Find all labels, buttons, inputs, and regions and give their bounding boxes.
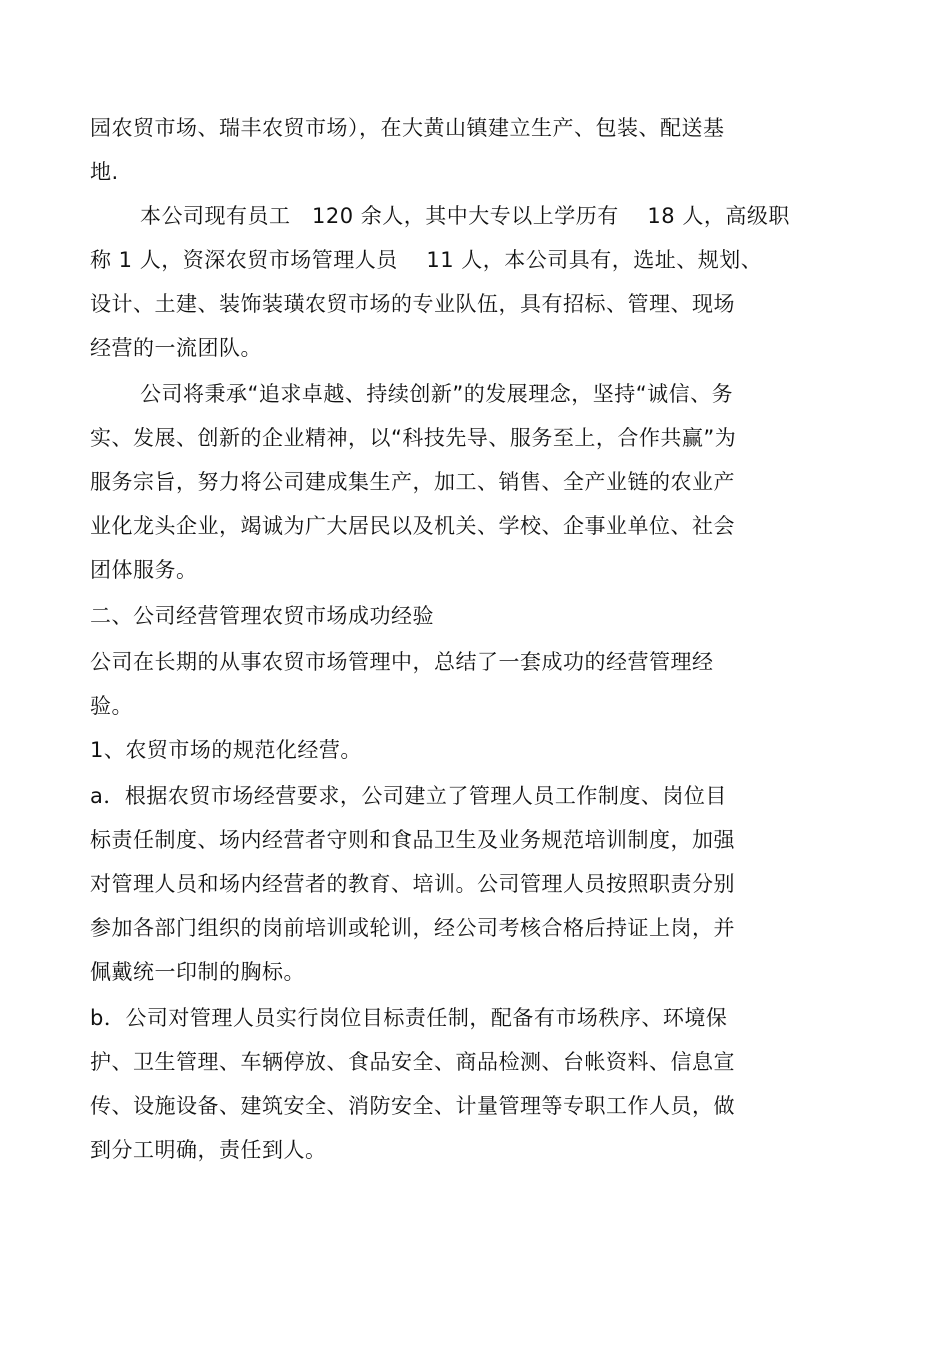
text-line: 对管理人员和场内经营者的教育、培训。公司管理人员按照职责分别 [90, 872, 735, 896]
text-line: 标责任制度、场内经营者守则和食品卫生及业务规范培训制度，加强 [90, 828, 735, 852]
text-line: 验。 [90, 694, 133, 718]
text-line: 经营的一流团队。 [90, 336, 262, 360]
text-line: b．公司对管理人员实行岗位目标责任制，配备有市场秩序、环境保 [90, 1006, 728, 1030]
text-line: 参加各部门组织的岗前培训或轮训，经公司考核合格后持证上岗，并 [90, 916, 735, 940]
text-line: 称 1 人，资深农贸市场管理人员 11 人，本公司具有，选址、规划、 [90, 248, 763, 272]
text-line: 地. [90, 160, 119, 184]
text-line: 团体服务。 [90, 558, 198, 582]
text-line: 园农贸市场、瑞丰农贸市场），在大黄山镇建立生产、包装、配送基 [90, 116, 725, 140]
text-line: 护、卫生管理、车辆停放、食品安全、商品检测、台帐资料、信息宣 [90, 1050, 735, 1074]
text-line: 传、设施设备、建筑安全、消防安全、计量管理等专职工作人员，做 [90, 1094, 735, 1118]
paragraph-start-line: 本公司现有员工 120 余人，其中大专以上学历有 18 人，高级职 [140, 204, 790, 228]
text-line: 到分工明确，责任到人。 [90, 1138, 327, 1162]
paragraph-start-line: 公司将秉承“追求卓越、持续创新”的发展理念，坚持“诚信、务 [140, 382, 734, 406]
text-line: 服务宗旨，努力将公司建成集生产，加工、销售、全产业链的农业产 [90, 470, 735, 494]
subsection-heading: 1、农贸市场的规范化经营。 [90, 738, 362, 762]
text-line: 业化龙头企业，竭诚为广大居民以及机关、学校、企事业单位、社会 [90, 514, 735, 538]
text-line: 实、发展、创新的企业精神，以“科技先导、服务至上，合作共赢”为 [90, 426, 737, 450]
text-line: 公司在长期的从事农贸市场管理中，总结了一套成功的经营管理经 [90, 650, 714, 674]
section-heading: 二、公司经营管理农贸市场成功经验 [90, 604, 434, 628]
text-line: 设计、土建、装饰装璜农贸市场的专业队伍，具有招标、管理、现场 [90, 292, 735, 316]
text-line: a．根据农贸市场经营要求，公司建立了管理人员工作制度、岗位目 [90, 784, 727, 808]
text-line: 佩戴统一印制的胸标。 [90, 960, 305, 984]
